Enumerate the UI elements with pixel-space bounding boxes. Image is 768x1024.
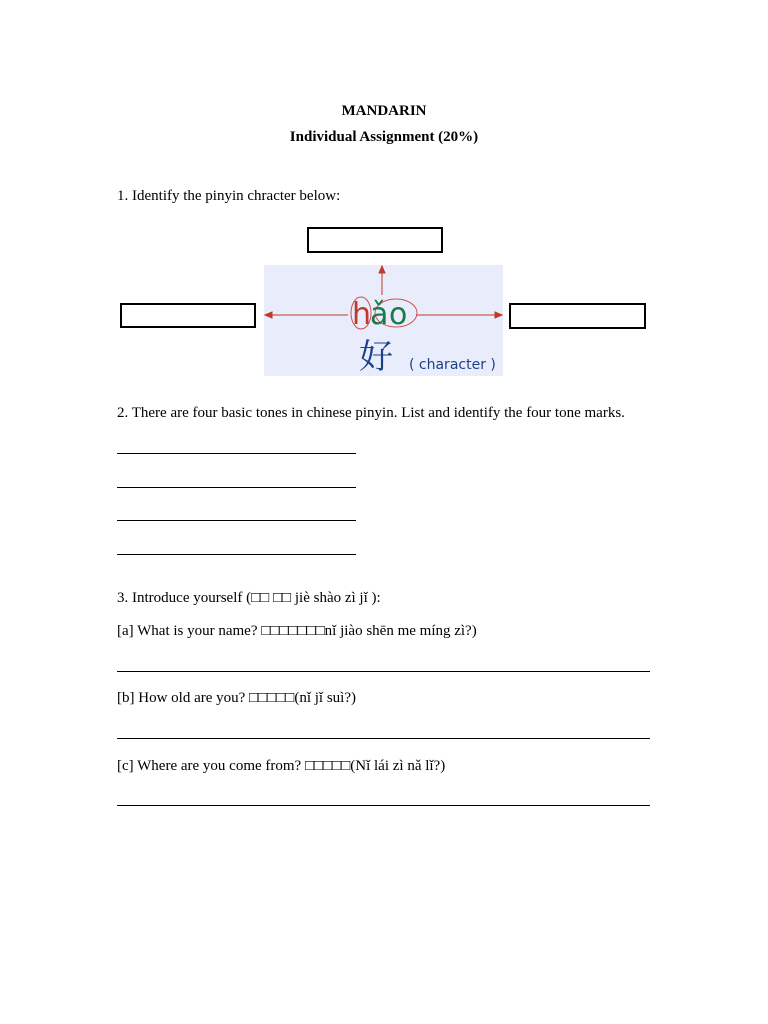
- answer-box-right[interactable]: [509, 303, 646, 329]
- answer-line-tone-1[interactable]: [117, 453, 356, 454]
- hanzi-character: 好: [359, 337, 393, 376]
- question-3a-text: [a] What is your name? □□□□□□□nǐ jiào shēn me míng zì?): [117, 623, 477, 639]
- answer-line-tone-2[interactable]: [117, 487, 356, 488]
- question-3-prompt: 3. Introduce yourself (□□ □□ jiè shào zì jǐ ):: [117, 590, 381, 606]
- question-3c-text: [c] Where are you come from? □□□□□(Nǐ lái zì nǎ lǐ?): [117, 758, 446, 774]
- pinyin-initial: h: [352, 297, 372, 332]
- page-title: MANDARIN: [341, 103, 427, 119]
- page-subtitle: Individual Assignment (20%): [289, 129, 479, 145]
- answer-box-left[interactable]: [120, 303, 256, 328]
- answer-line-3c[interactable]: [117, 805, 650, 806]
- question-3b-text: [b] How old are you? □□□□□(nǐ jǐ suì?): [117, 690, 356, 706]
- pinyin-final-rest: o: [389, 297, 408, 332]
- arrow-left-head: [265, 312, 272, 318]
- question-2-prompt: 2. There are four basic tones in chinese pinyin. List and identify the four tone marks.: [117, 405, 625, 421]
- arrow-up-head: [379, 266, 385, 273]
- pinyin-diagram-image: [264, 265, 503, 376]
- question-1-prompt: 1. Identify the pinyin chracter below:: [117, 188, 341, 204]
- answer-line-3b[interactable]: [117, 738, 650, 739]
- answer-line-tone-3[interactable]: [117, 520, 356, 521]
- answer-line-3a[interactable]: [117, 671, 650, 672]
- answer-box-top[interactable]: [307, 227, 443, 253]
- pinyin-diagram-svg: [264, 265, 503, 376]
- character-caption: ( character ): [409, 357, 496, 373]
- pinyin-tone-vowel: ǎ: [370, 297, 389, 332]
- arrow-right-head: [495, 312, 502, 318]
- answer-line-tone-4[interactable]: [117, 554, 356, 555]
